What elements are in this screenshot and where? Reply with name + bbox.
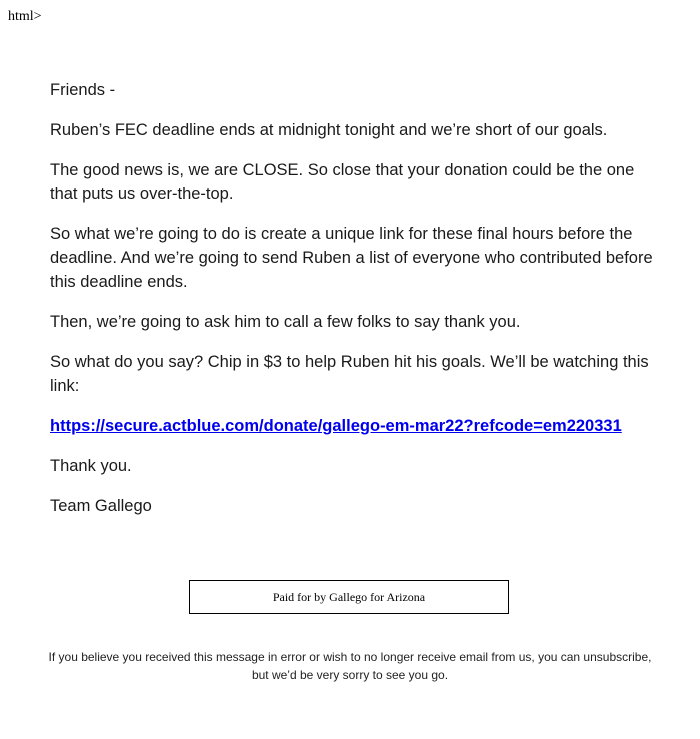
paragraph-chip-in: So what do you say? Chip in $3 to help Ruben hit his goals. We’ll be watching this link:	[50, 353, 649, 395]
paragraph-thank-you-calls: Then, we’re going to ask him to call a few folks to say thank you.	[50, 313, 521, 331]
paid-for-disclaimer	[189, 580, 509, 614]
paragraph-good-news: The good news is, we are CLOSE. So close that your donation could be the one that puts us over-the-top.	[50, 161, 635, 203]
donate-link[interactable]: https://secure.actblue.com/donate/gallego-em-mar22?refcode=em220331	[50, 417, 622, 435]
greeting: Friends -	[50, 81, 116, 99]
unsubscribe-footer: If you believe you received this message in error or wish to no longer receive email from us, you can unsubscribe, but we’d be very sorry to see you go.	[48, 650, 652, 682]
paragraph-deadline: Ruben’s FEC deadline ends at midnight tonight and we’re short of our goals.	[50, 121, 608, 139]
email-body	[50, 78, 660, 534]
closing: Thank you.	[50, 457, 132, 475]
paragraph-unique-link: So what we’re going to do is create a unique link for these final hours before the deadline. And we’re going to send Ruben a list of everyone who contributed before this deadline ends.	[50, 225, 653, 291]
paid-for-text: Paid for by Gallego for Arizona	[272, 589, 426, 604]
stray-html-tag-text: html>	[8, 9, 42, 24]
signature: Team Gallego	[50, 497, 152, 515]
donate-link-paragraph	[50, 414, 660, 438]
